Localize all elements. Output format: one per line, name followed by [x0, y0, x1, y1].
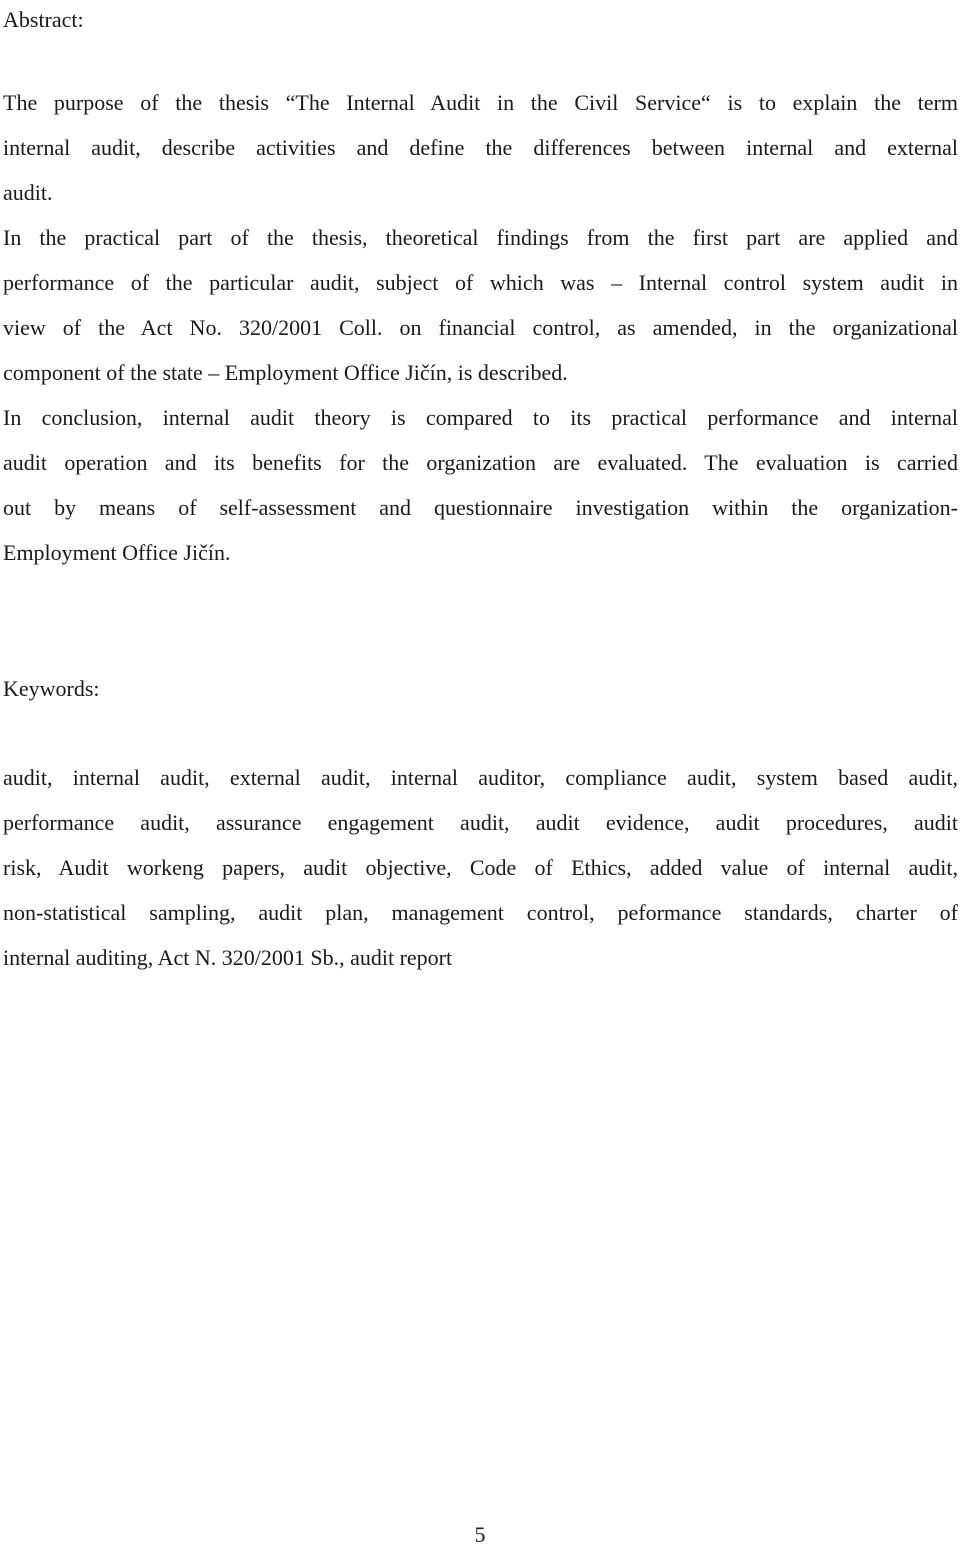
abstract-line: out by means of self-assessment and questionnaire investigation within the organization- [3, 495, 958, 520]
keywords-line: internal auditing, Act N. 320/2001 Sb., audit report [3, 945, 453, 970]
abstract-line: audit operation and its benefits for the organization are evaluated. The evaluation is carried [3, 450, 958, 475]
keywords-line: risk, Audit workeng papers, audit objective, Code of Ethics, added value of internal audit, [3, 855, 958, 880]
abstract-line: component of the state – Employment Office Jičín, is described. [3, 360, 568, 385]
abstract-line: internal audit, describe activities and define the differences between internal and external [3, 135, 958, 160]
keywords-heading: Keywords: [3, 676, 100, 701]
keywords-line: non-statistical sampling, audit plan, management control, peformance standards, charter of [3, 900, 958, 925]
abstract-line: performance of the particular audit, subject of which was – Internal control system audit in [3, 270, 958, 295]
page-number: 5 [474, 1522, 486, 1547]
keywords-line: performance audit, assurance engagement audit, audit evidence, audit procedures, audit [3, 810, 958, 835]
abstract-line: Employment Office Jičín. [3, 540, 231, 565]
abstract-line: audit. [3, 180, 53, 205]
keywords-line: audit, internal audit, external audit, internal auditor, compliance audit, system based audit, [3, 765, 958, 790]
abstract-line: The purpose of the thesis “The Internal Audit in the Civil Service“ is to explain the term [3, 90, 958, 115]
abstract-line: In conclusion, internal audit theory is compared to its practical performance and internal [3, 405, 958, 430]
keywords-body [3, 755, 958, 980]
abstract-line: view of the Act No. 320/2001 Coll. on financial control, as amended, in the organizational [3, 315, 958, 340]
abstract-body [3, 80, 958, 575]
abstract-heading: Abstract: [3, 7, 84, 32]
abstract-line: In the practical part of the thesis, theoretical findings from the first part are applied and [3, 225, 958, 250]
